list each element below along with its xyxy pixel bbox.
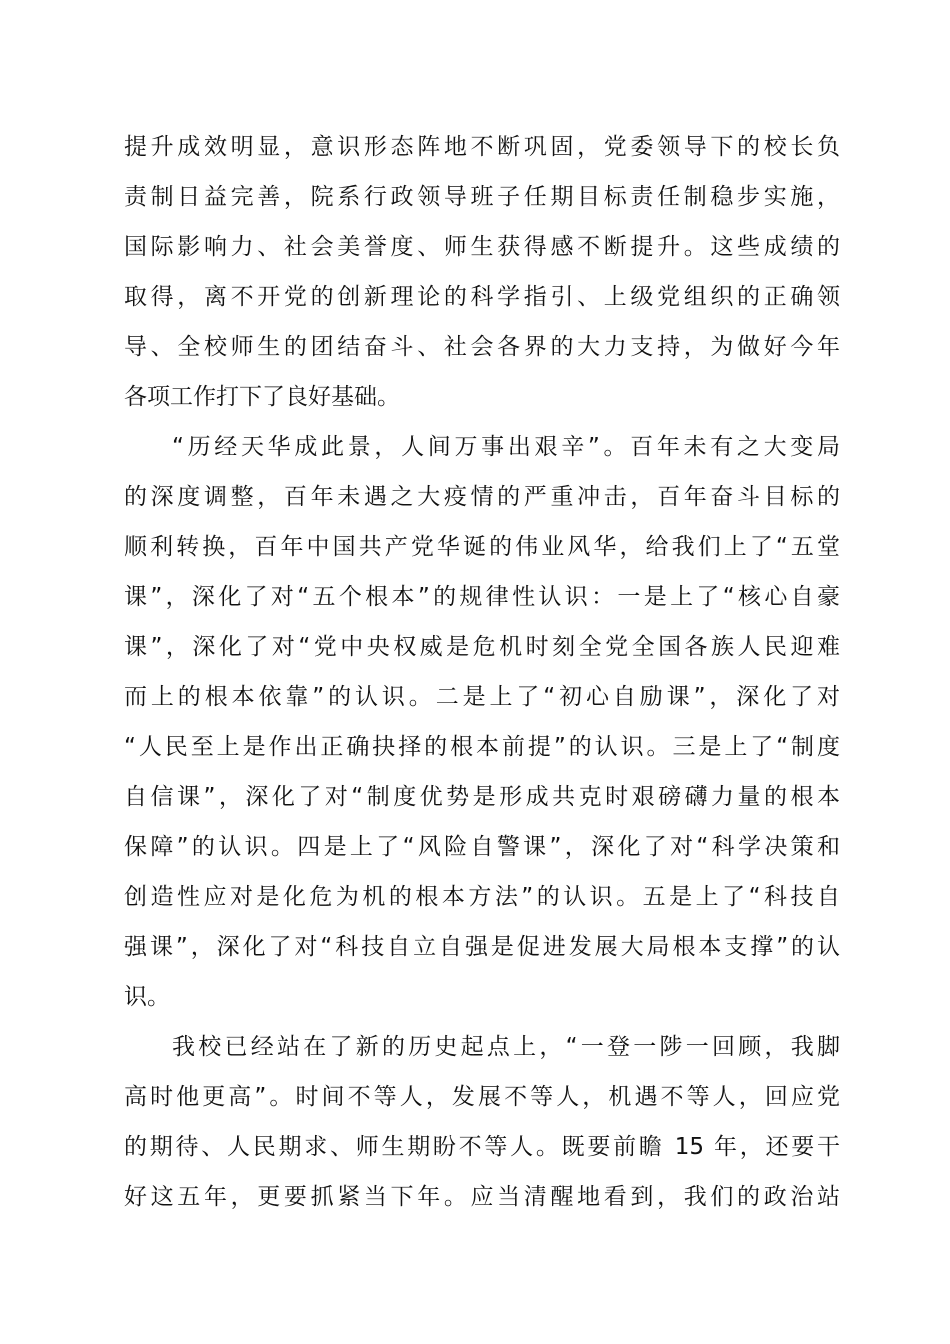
paragraph-2-line-4: 课”，深化了对“五个根本”的规律性认识：一是上了“核心自豪: [124, 584, 840, 610]
paragraph-2-line-10: 创造性应对是化危为机的根本方法”的认识。五是上了“科技自: [124, 884, 840, 910]
paragraph-2-line-5: 课”，深化了对“党中央权威是危机时刻全党全国各族人民迎难: [124, 634, 840, 660]
paragraph-2-line-7: “人民至上是作出正确抉择的根本前提”的认识。三是上了“制度: [124, 734, 840, 760]
paragraph-1-line-5: 导、全校师生的团结奋斗、社会各界的大力支持，为做好今年: [124, 334, 840, 360]
paragraph-1-line-4: 取得，离不开党的创新理论的科学指引、上级党组织的正确领: [124, 284, 840, 310]
paragraph-3-line-4: 好这五年，更要抓紧当下年。应当清醒地看到，我们的政治站: [124, 1184, 840, 1210]
paragraph-2-line-9: 保障”的认识。四是上了“风险自警课”，深化了对“科学决策和: [124, 834, 840, 860]
paragraph-1-line-1: 提升成效明显，意识形态阵地不断巩固，党委领导下的校长负: [124, 134, 840, 160]
paragraph-2-line-1: “历经天华成此景，人间万事出艰辛”。百年未有之大变局: [172, 434, 840, 460]
paragraph-2-line-3: 顺利转换，百年中国共产党华诞的伟业风华，给我们上了“五堂: [124, 534, 840, 560]
paragraph-2-line-12: 识。: [124, 984, 170, 1010]
paragraph-2-line-8: 自信课”，深化了对“制度优势是形成共克时艰磅礴力量的根本: [124, 784, 840, 810]
paragraph-2-line-2: 的深度调整，百年未遇之大疫情的严重冲击，百年奋斗目标的: [124, 484, 840, 510]
paragraph-3-line-2: 高时他更高”。时间不等人，发展不等人，机遇不等人，回应党: [124, 1084, 840, 1110]
paragraph-1-line-6: 各项工作打下了良好基础。: [124, 384, 400, 410]
paragraph-2-line-6: 而上的根本依靠”的认识。二是上了“初心自励课”，深化了对: [124, 684, 840, 710]
paragraph-1-line-2: 责制日益完善，院系行政领导班子任期目标责任制稳步实施，: [124, 184, 840, 210]
paragraph-3-line-3: 的期待、人民期求、师生期盼不等人。既要前瞻 15 年，还要干: [124, 1134, 840, 1160]
paragraph-3-line-1: 我校已经站在了新的历史起点上，“一登一陟一回顾，我脚: [172, 1034, 840, 1060]
paragraph-1-line-3: 国际影响力、社会美誉度、师生获得感不断提升。这些成绩的: [124, 234, 840, 260]
paragraph-2-line-11: 强课”，深化了对“科技自立自强是促进发展大局根本支撑”的认: [124, 934, 840, 960]
